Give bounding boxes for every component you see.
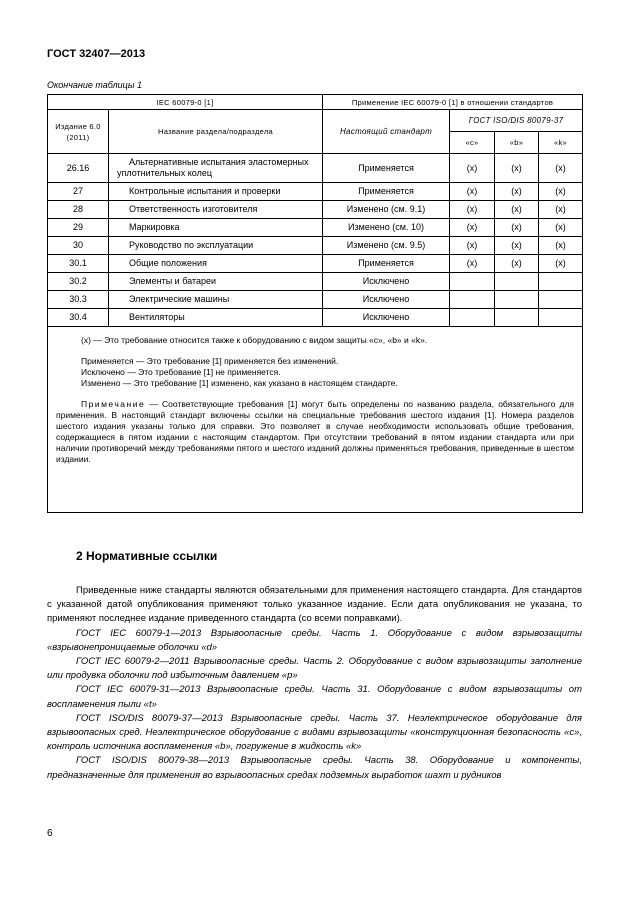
row-b: (x)	[495, 255, 539, 273]
row-c: (x)	[450, 237, 495, 255]
row-name: Альтернативные испытания эластомерных уплотнительных колец	[109, 154, 323, 183]
reference-item: ГОСТ IEC 60079-1—2013 Взрывоопасные среды. Часть 1. Оборудование с видом взрывозащиты «взрывонепроницаемые оболочки «d»	[47, 627, 582, 653]
row-name: Общие положения	[109, 255, 323, 273]
row-name: Руководство по эксплуатации	[109, 237, 323, 255]
reference-item: ГОСТ IEC 60079-31—2013 Взрывоопасные среды. Часть 31. Оборудование с видом взрывозащиты от воспламенения пыли «t»	[47, 684, 582, 710]
row-c: (x)	[450, 255, 495, 273]
row-status: Изменено (см. 10)	[323, 219, 450, 237]
note-x: (x) — Это требование относится также к оборудованию с видом защиты «с», «b» и «k».	[81, 335, 428, 345]
row-k: (x)	[539, 201, 583, 219]
header-iec: IEC 60079-0 [1]	[48, 95, 323, 110]
table-row	[48, 273, 583, 291]
header-application: Применение IEC 60079-0 [1] в отношении стандартов	[323, 95, 583, 110]
header-gost-iso: ГОСТ ISO/DIS 80079-37	[450, 110, 583, 132]
reference-item: ГОСТ ISO/DIS 80079-38—2013 Взрывоопасные среды. Часть 38. Оборудование и компоненты, предназначенные для применения во взрывоопасных средах подземных выработок шахт и рудников	[47, 755, 582, 781]
row-k	[539, 309, 583, 327]
table-row	[48, 291, 583, 309]
reference-item: ГОСТ ISO/DIS 80079-37—2013 Взрывоопасные среды. Часть 37. Неэлектрическое оборудование для взрывоопасных сред. Неэлектрическое оборудование с видами взрывозащиты «конструкционная безопасность «с», контроль источника воспламенения «b», погружение в жидкость «k»	[47, 712, 582, 753]
row-b	[495, 273, 539, 291]
section-body	[47, 584, 582, 783]
row-number: 29	[48, 219, 109, 237]
row-k	[539, 273, 583, 291]
row-status: Исключено	[323, 273, 450, 291]
reference-item: ГОСТ IEC 60079-2—2011 Взрывоопасные среды. Часть 2. Оборудование с видом взрывозащиты заполнение или продувка оболочки под избыточным давлением «р»	[47, 656, 582, 682]
row-number: 30.1	[48, 255, 109, 273]
header-col-b: «b»	[495, 132, 539, 154]
row-c	[450, 291, 495, 309]
row-name: Электрические машины	[109, 291, 323, 309]
row-name: Контрольные испытания и проверки	[109, 183, 323, 201]
row-name: Маркировка	[109, 219, 323, 237]
table-row	[48, 309, 583, 327]
table-row	[48, 201, 583, 219]
row-status: Изменено (см. 9.1)	[323, 201, 450, 219]
section-title: 2 Нормативные ссылки	[76, 549, 218, 563]
row-name: Ответственность изготовителя	[109, 201, 323, 219]
note-applies: Применяется — Это требование [1] применяется без изменений.	[81, 356, 339, 366]
row-b: (x)	[495, 219, 539, 237]
row-status: Применяется	[323, 154, 450, 183]
row-c	[450, 309, 495, 327]
header-this-standard: Настоящий стандарт	[323, 110, 450, 154]
row-number: 30	[48, 237, 109, 255]
row-c	[450, 273, 495, 291]
row-status: Изменено (см. 9.5)	[323, 237, 450, 255]
row-status: Исключено	[323, 309, 450, 327]
row-b	[495, 309, 539, 327]
table-row	[48, 237, 583, 255]
row-b: (x)	[495, 237, 539, 255]
row-k: (x)	[539, 237, 583, 255]
row-number: 30.4	[48, 309, 109, 327]
remark-text: — Соответствующие требования [1] могут быть определены по названию раздела, обязательного для применения. В настоящий стандарт включены ссылки на специальные требования шестого издания [1]. Номера разделов шестого издания указаны только для справки. Это позволяет в случае необходимости использовать общие требования, содержащиеся в пятом издании с настоящим стандартом. При отсутствии требований в пятом издании стандарта или при наличии противоречий между требованиями пятого и шестого изданий должны применяться требования, приведенные в шестом издании.	[56, 399, 575, 464]
table-row	[48, 183, 583, 201]
row-k: (x)	[539, 255, 583, 273]
row-name: Элементы и батареи	[109, 273, 323, 291]
row-b: (x)	[495, 183, 539, 201]
row-k	[539, 291, 583, 309]
row-b	[495, 291, 539, 309]
row-c: (x)	[450, 183, 495, 201]
page-number: 6	[47, 828, 53, 839]
header-col-k: «k»	[539, 132, 583, 154]
row-c: (x)	[450, 219, 495, 237]
table-row	[48, 154, 583, 183]
row-number: 26.16	[48, 154, 109, 183]
row-c: (x)	[450, 154, 495, 183]
row-status: Применяется	[323, 183, 450, 201]
note-excluded: Исключено — Это требование [1] не применяется.	[81, 367, 281, 377]
table-notes	[48, 327, 583, 513]
document-header: ГОСТ 32407—2013	[47, 48, 146, 60]
row-b: (x)	[495, 154, 539, 183]
row-b: (x)	[495, 201, 539, 219]
standards-table	[47, 94, 583, 513]
row-k: (x)	[539, 219, 583, 237]
header-edition: Издание 6.0 (2011)	[48, 110, 109, 154]
table-caption: Окончание таблицы 1	[47, 80, 142, 90]
row-number: 30.3	[48, 291, 109, 309]
row-number: 30.2	[48, 273, 109, 291]
table-row	[48, 255, 583, 273]
section-intro: Приведенные ниже стандарты являются обязательными для применения настоящего стандарта. Для стандартов с указанной датой опубликования применяют только указанное издание. Если дата опубликования не указана, то применяют последнее издание приведенного стандарта (со всеми поправками).	[47, 585, 582, 625]
row-number: 27	[48, 183, 109, 201]
note-changed: Изменено — Это требование [1] изменено, как указано в настоящем стандарте.	[81, 378, 398, 388]
row-c: (x)	[450, 201, 495, 219]
header-col-c: «c»	[450, 132, 495, 154]
row-number: 28	[48, 201, 109, 219]
row-status: Применяется	[323, 255, 450, 273]
note-remark	[56, 399, 574, 465]
header-section-name: Название раздела/подраздела	[109, 110, 323, 154]
table-row	[48, 219, 583, 237]
remark-label: Примечание	[81, 399, 146, 409]
row-k: (x)	[539, 183, 583, 201]
row-name: Вентиляторы	[109, 309, 323, 327]
row-status: Исключено	[323, 291, 450, 309]
row-k: (x)	[539, 154, 583, 183]
